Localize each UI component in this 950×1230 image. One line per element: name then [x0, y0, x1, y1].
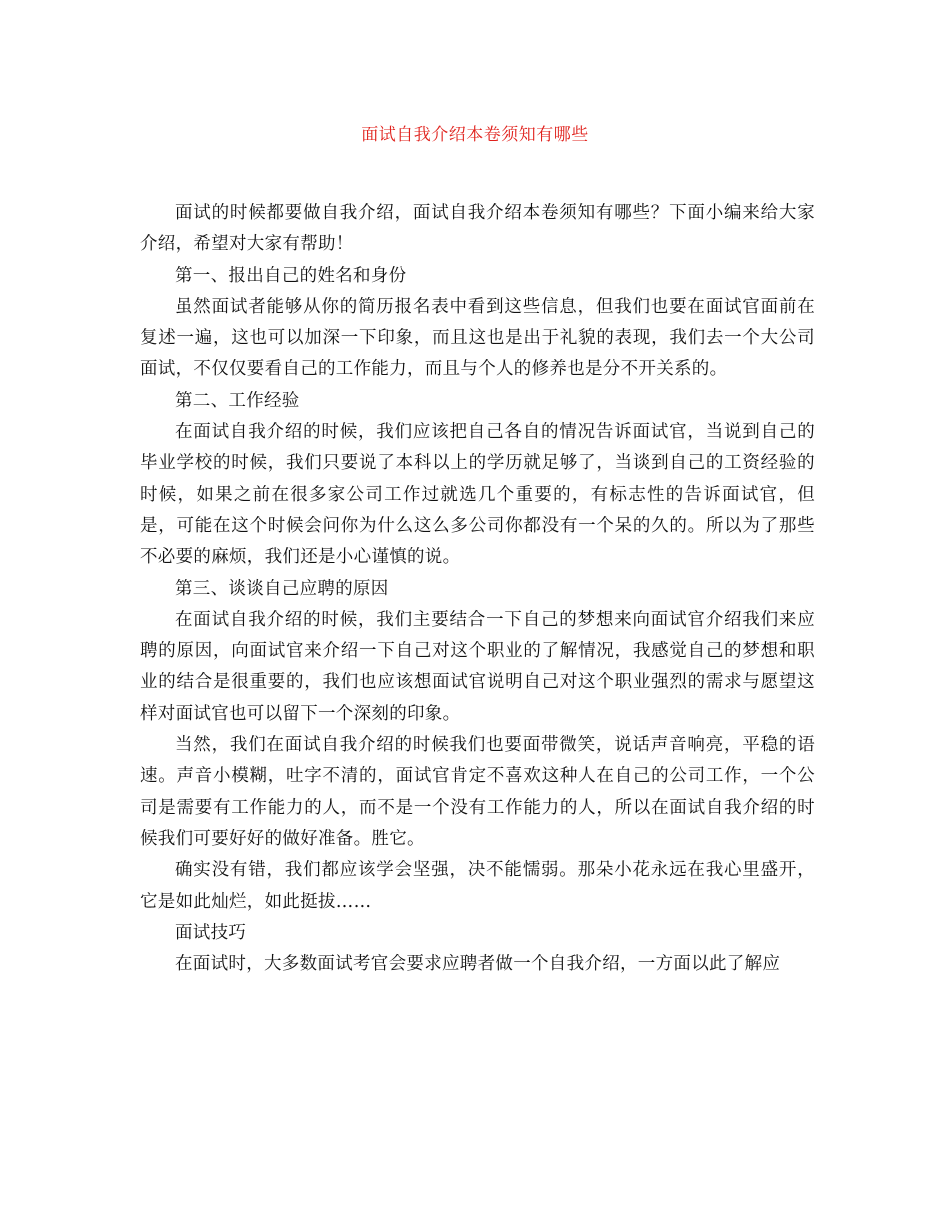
paragraph-6: 在面试时，大多数面试考官会要求应聘者做一个自我介绍，一方面以此了解应: [175, 954, 781, 975]
document-title: 面试自我介绍本卷须知有哪些: [361, 125, 589, 145]
paragraph-intro: 面试的时候都要做自我介绍，面试自我介绍本卷须知有哪些？下面小编来给大家介绍，希望对大家有帮助！: [140, 203, 815, 255]
document-body: [140, 198, 815, 980]
paragraph-4: 当然，我们在面试自我介绍的时候我们也要面带微笑，说话声音响亮，平稳的语速。声音小模糊，吐字不清的，面试官肯定不喜欢这种人在自己的公司工作，一个公司是需要有工作能力的人，而不是一个没有工作能力的人，所以在面试自我介绍的时候我们可要好好的做好准备。胜它。: [140, 735, 815, 849]
section-heading-3: 第三、谈谈自己应聘的原因: [175, 578, 389, 599]
section-heading-2: 第二、工作经验: [175, 390, 300, 411]
paragraph-3: 在面试自我介绍的时候，我们主要结合一下自己的梦想来向面试官介绍我们来应聘的原因，向面试官来介绍一下自己对这个职业的了解情况，我感觉自己的梦想和职业的结合是很重要的，我们也应该想面试官说明自己对这个职业强烈的需求与愿望这样对面试官也可以留下一个深刻的印象。: [140, 609, 815, 724]
paragraph-5: 确实没有错，我们都应该学会坚强，决不能懦弱。那朵小花永远在我心里盛开，它是如此灿烂，如此挺拔……: [140, 860, 815, 912]
paragraph-2: 在面试自我介绍的时候，我们应该把自己各自的情况告诉面试官，当说到自己的毕业学校的时候，我们只要说了本科以上的学历就足够了，当谈到自己的工资经验的时候，如果之前在很多家公司工作过就选几个重要的，有标志性的告诉面试官，但是，可能在这个时候会问你为什么这么多公司你都没有一个呆的久的。所以为了那些不必要的麻烦，我们还是小心谨慎的说。: [140, 422, 815, 568]
section-heading-1: 第一、报出自己的姓名和身份: [175, 265, 407, 286]
paragraph-1: 虽然面试者能够从你的简历报名表中看到这些信息，但我们也要在面试官面前在复述一遍，这也可以加深一下印象，而且这也是出于礼貌的表现，我们去一个大公司面试，不仅仅要看自己的工作能力，而且与个人的修养也是分不开关系的。: [140, 296, 815, 380]
section-heading-4: 面试技巧: [175, 922, 247, 943]
